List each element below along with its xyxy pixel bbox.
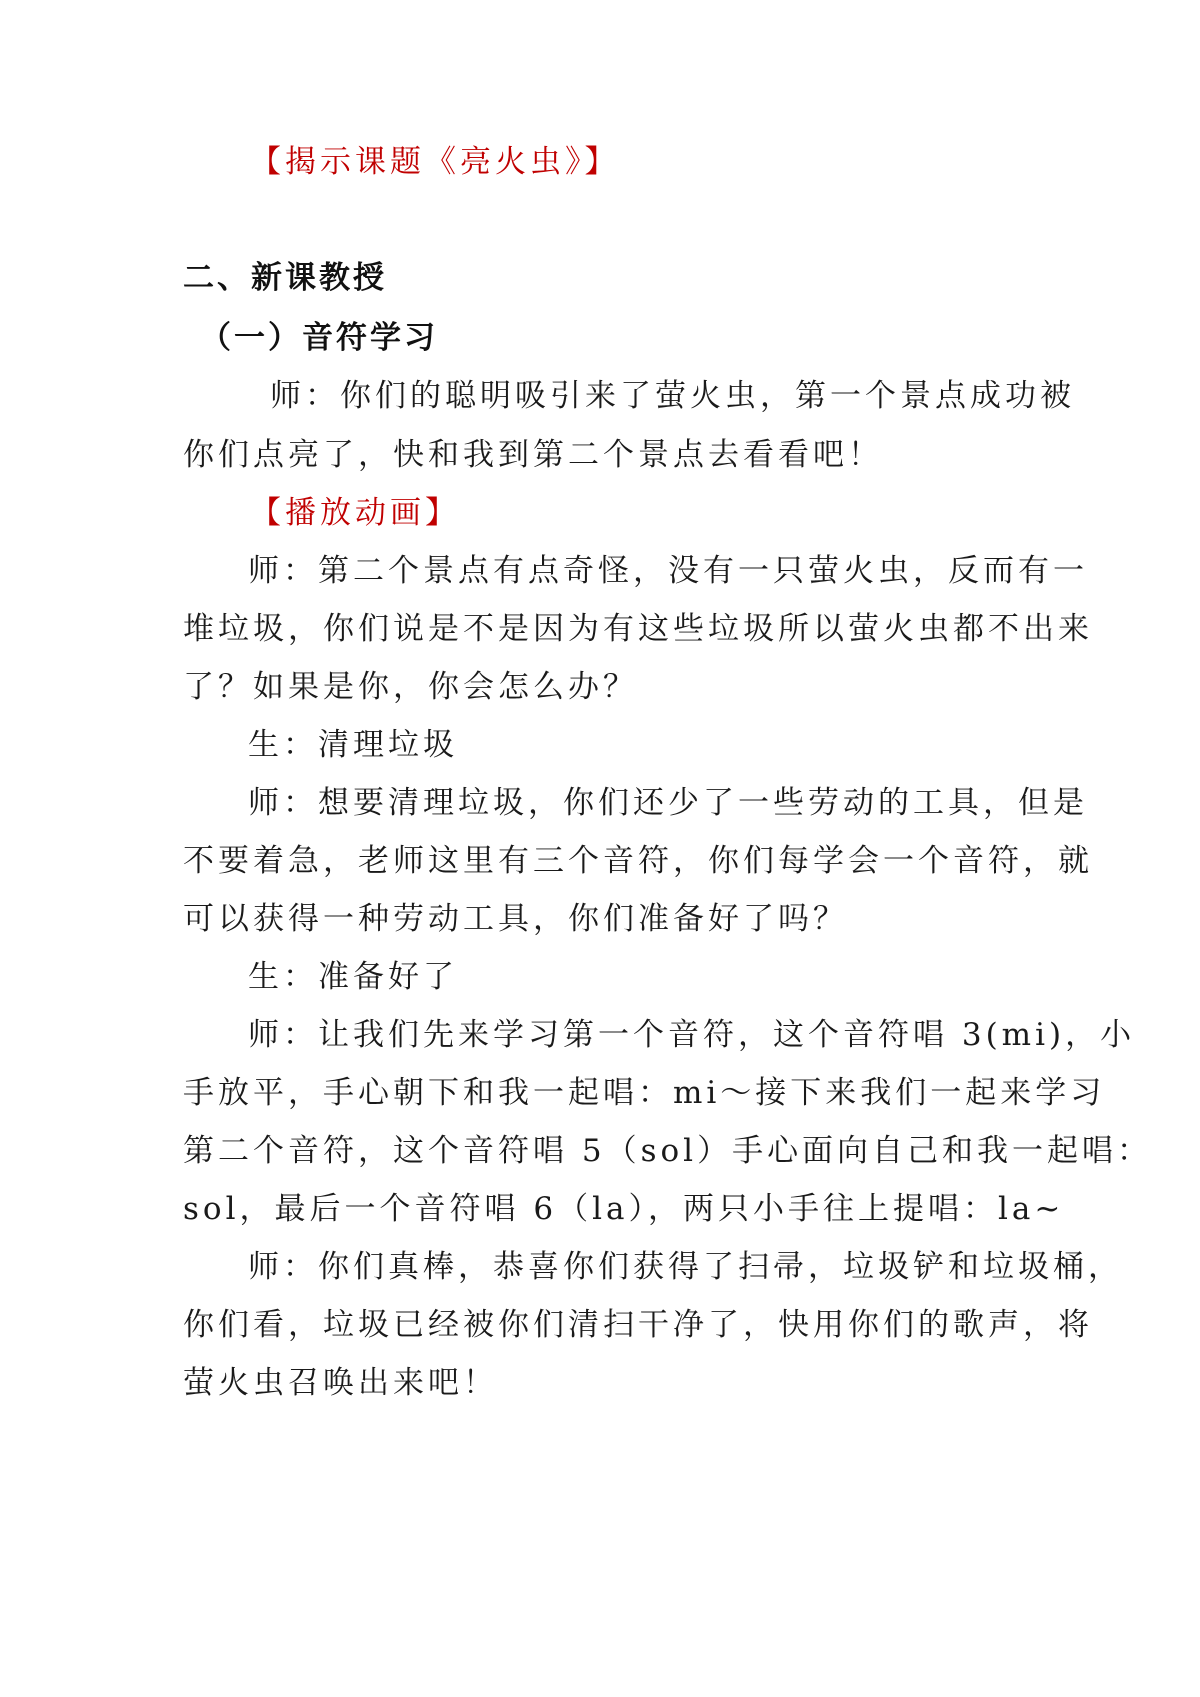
paragraph-line: 师：你们真棒，恭喜你们获得了扫帚，垃圾铲和垃圾桶， [248, 1249, 1123, 1285]
paragraph-line: 你们看，垃圾已经被你们清扫干净了，快用你们的歌声，将 [183, 1307, 1093, 1343]
paragraph-line: 师：让我们先来学习第一个音符，这个音符唱 3(mi)，小 [248, 1017, 1136, 1053]
reveal-title: 【揭示课题《亮火虫》】 [250, 144, 620, 180]
paragraph-line: sol，最后一个音符唱 6（la），两只小手往上提唱：la~ [183, 1191, 1065, 1227]
paragraph-line: 你们点亮了，快和我到第二个景点去看看吧！ [183, 437, 883, 473]
paragraph-line: 可以获得一种劳动工具，你们准备好了吗？ [183, 901, 848, 937]
paragraph-line: 手放平，手心朝下和我一起唱：mi～接下来我们一起来学习 [183, 1075, 1106, 1111]
play-animation-note: 【播放动画】 [250, 495, 460, 531]
paragraph-line: 了？如果是你，你会怎么办？ [183, 669, 638, 705]
paragraph-line: 不要着急，老师这里有三个音符，你们每学会一个音符，就 [183, 843, 1093, 879]
paragraph-line: 师：你们的聪明吸引来了萤火虫，第一个景点成功被 [270, 378, 1075, 414]
paragraph-line: 堆垃圾，你们说是不是因为有这些垃圾所以萤火虫都不出来 [183, 611, 1093, 647]
section-heading: 二、新课教授 [183, 260, 387, 296]
student-response: 生：清理垃圾 [248, 727, 458, 763]
paragraph-line: 师：想要清理垃圾，你们还少了一些劳动的工具，但是 [248, 785, 1088, 821]
student-response: 生：准备好了 [248, 959, 458, 995]
paragraph-line: 师：第二个景点有点奇怪，没有一只萤火虫，反而有一 [248, 553, 1088, 589]
paragraph-line: 第二个音符，这个音符唱 5（sol）手心面向自己和我一起唱： [183, 1133, 1153, 1169]
subsection-heading: （一）音符学习 [200, 320, 438, 356]
paragraph-line: 萤火虫召唤出来吧！ [183, 1365, 498, 1401]
